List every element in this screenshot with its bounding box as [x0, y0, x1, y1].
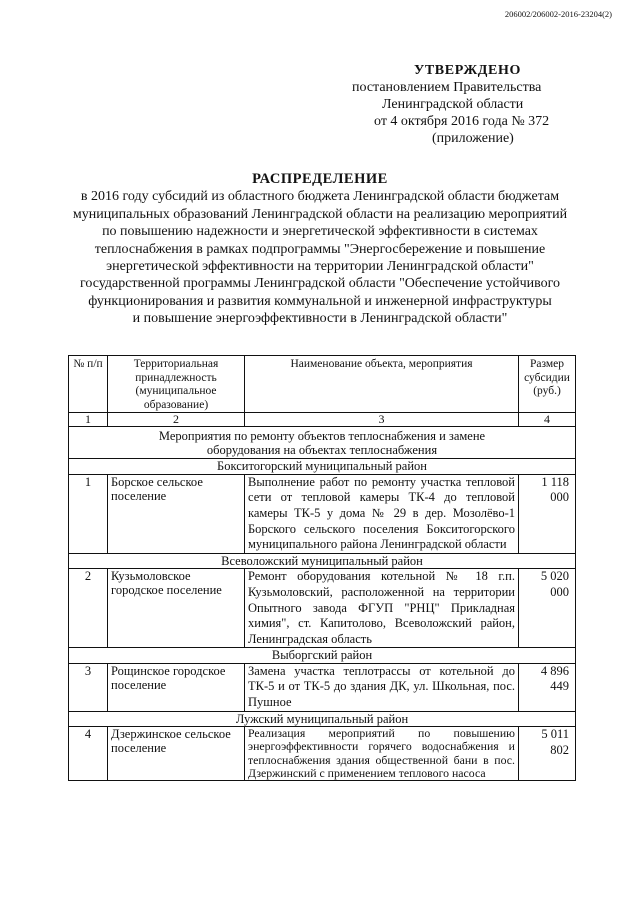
row-municipality: Борское сельское поселение [108, 474, 245, 553]
row-municipality: Рощинское городское поселение [108, 663, 245, 711]
row-municipality: Дзержинское сельское поселение [108, 727, 245, 781]
title-line: энергетической эффективности на территории Ленинградской области" [106, 259, 534, 275]
district-name: Всеволожский муниципальный район [69, 553, 576, 569]
district-row [69, 553, 576, 569]
district-row [69, 648, 576, 664]
column-number: 1 [69, 413, 108, 427]
row-amount: 5 011 802 [519, 727, 576, 781]
approval-stamp [352, 62, 549, 147]
subsidy-table [68, 355, 576, 781]
row-amount: 1 118 000 [519, 474, 576, 553]
approval-line-1: постановлением Правительства [352, 80, 542, 95]
row-description: Реализация мероприятий по повышению энергоэффективности горячего водоснабжения и теплоснабжения здания общественной бани в пос. Дзержинский с применением теплового насоса [245, 727, 519, 781]
title-line: по повышению надежности и энергетической эффективности в системах [102, 224, 538, 240]
table-row [69, 727, 576, 781]
header-num: № п/п [69, 356, 108, 413]
row-number: 1 [69, 474, 108, 553]
header-object: Наименование объекта, мероприятия [245, 356, 519, 413]
title-line: государственной программы Ленинградской области "Обеспечение устойчивого [79, 276, 561, 292]
row-amount: 5 020 000 [519, 569, 576, 648]
row-number: 3 [69, 663, 108, 711]
approval-line-3: от 4 октября 2016 года № 372 [374, 114, 550, 129]
column-number-row [69, 413, 576, 427]
row-description: Ремонт оборудования котельной № 18 г.п. Кузьмоловский, расположенной на территории Опытного завода ФГУП "РНЦ" Прикладная химия", ст. Капитолово, Всеволожский район, Ленинградская область [245, 569, 519, 648]
subsidy-table-wrapper [68, 355, 575, 781]
row-number: 2 [69, 569, 108, 648]
column-number: 4 [519, 413, 576, 427]
section-title: Мероприятия по ремонту объектов теплоснабжения и замене оборудования на объектах теплоснабжения [69, 427, 576, 459]
column-number: 3 [245, 413, 519, 427]
title-line: и повышение энергоэффективности в Ленинградской области" [132, 311, 508, 327]
approval-line-4: (приложение) [432, 131, 514, 146]
section-row [69, 427, 576, 459]
row-description: Замена участка теплотрассы от котельной до ТК-5 и от ТК-5 до здания ДК, ул. Школьная, пос. Пушное [245, 663, 519, 711]
title-line: теплоснабжения в рамках подпрограммы "Энергосбережение и повышение [94, 241, 546, 257]
district-name: Бокситогорский муниципальный район [69, 459, 576, 475]
district-name: Лужский муниципальный район [69, 711, 576, 727]
table-row [69, 663, 576, 711]
district-name: Выборгский район [69, 648, 576, 664]
row-description: Выполнение работ по ремонту участка тепловой сети от тепловой камеры ТК-4 до тепловой камеры ТК-5 у дома № 29 в дер. Мозолёво-1 Борского сельского поселения Бокситогорского муниципального района Ленинградской области [245, 474, 519, 553]
title-line: муниципальных образований Ленинградской области на реализацию мероприятий [72, 206, 568, 222]
row-municipality: Кузьмоловское городское поселение [108, 569, 245, 648]
document-title [0, 171, 640, 328]
table-row [69, 474, 576, 553]
district-row [69, 711, 576, 727]
table-header-row [69, 356, 576, 413]
title-line: в 2016 году субсидий из областного бюджета Ленинградской области бюджетам [80, 189, 560, 205]
document-code: 206002/206002-2016-23204(2) [504, 9, 612, 19]
row-number: 4 [69, 727, 108, 781]
district-row [69, 459, 576, 475]
table-row [69, 569, 576, 648]
column-number: 2 [108, 413, 245, 427]
header-amount: Размер субсидии (руб.) [519, 356, 576, 413]
header-territory: Территориальная принадлежность (муниципальное образование) [108, 356, 245, 413]
title-main: РАСПРЕДЕЛЕНИЕ [252, 171, 388, 187]
title-line: функционирования и развития коммунальной и инженерной инфраструктуры [88, 293, 552, 309]
approval-heading: УТВЕРЖДЕНО [414, 63, 521, 78]
row-amount: 4 896 449 [519, 663, 576, 711]
approval-line-2: Ленинградской области [382, 97, 524, 112]
